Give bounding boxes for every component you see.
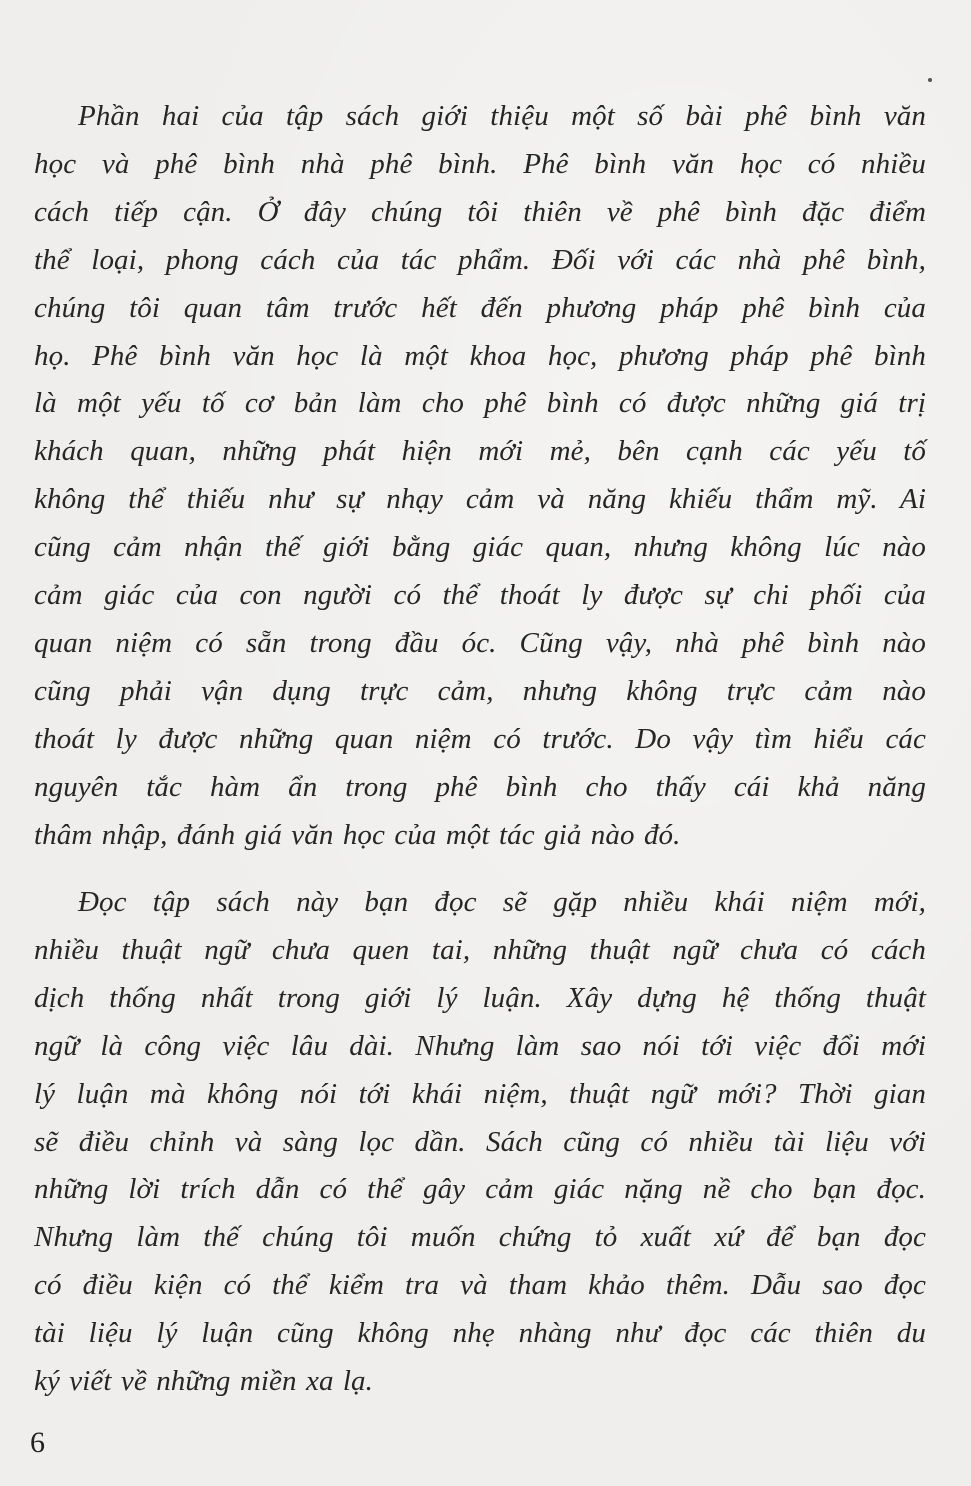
text-line: khách quan, những phát hiện mới mẻ, bên cạnh các yếu tố [34, 435, 926, 468]
text-line: tài liệu lý luận cũng không nhẹ nhàng như đọc các thiên du [34, 1317, 926, 1350]
text-line: dịch thống nhất trong giới lý luận. Xây dựng hệ thống thuật [34, 981, 926, 1014]
text-line: nguyên tắc hàm ẩn trong phê bình cho thấy cái khả năng [34, 770, 926, 803]
text-line: quan niệm có sẵn trong đầu óc. Cũng vậy, nhà phê bình nào [34, 626, 926, 659]
text-line: không thể thiếu như sự nhạy cảm và năng khiếu thẩm mỹ. Ai [34, 483, 926, 516]
paragraph-2 [34, 879, 926, 1406]
print-speck [928, 78, 932, 82]
text-line: là một yếu tố cơ bản làm cho phê bình có được những giá trị [34, 387, 926, 420]
text-line: lý luận mà không nói tới khái niệm, thuật ngữ mới? Thời gian [34, 1077, 926, 1110]
text-line: Đọc tập sách này bạn đọc sẽ gặp nhiều khái niệm mới, [78, 886, 926, 918]
paragraph-1 [34, 93, 926, 860]
text-line: nhiều thuật ngữ chưa quen tai, những thuật ngữ chưa có cách [34, 933, 926, 966]
text-line: học và phê bình nhà phê bình. Phê bình văn học có nhiều [34, 147, 926, 180]
text-line: sẽ điều chỉnh và sàng lọc dần. Sách cũng có nhiều tài liệu với [34, 1125, 926, 1158]
text-line: chúng tôi quan tâm trước hết đến phương pháp phê bình của [34, 291, 926, 324]
text-line: họ. Phê bình văn học là một khoa học, phương pháp phê bình [34, 339, 926, 372]
text-line: ký viết về những miền xa lạ. [34, 1365, 374, 1398]
text-line: cách tiếp cận. Ở đây chúng tôi thiên về phê bình đặc điểm [34, 195, 926, 228]
text-line: cảm giác của con người có thể thoát ly được sự chi phối của [34, 579, 926, 612]
text-line: ngữ là công việc lâu dài. Nhưng làm sao nói tới việc đổi mới [34, 1029, 926, 1062]
text-line: cũng phải vận dụng trực cảm, nhưng không trực cảm nào [34, 674, 926, 707]
text-line: có điều kiện có thể kiểm tra và tham khảo thêm. Dẫu sao đọc [34, 1269, 926, 1302]
text-line: Nhưng làm thế chúng tôi muốn chứng tỏ xuất xứ để bạn đọc [34, 1221, 926, 1254]
text-line: cũng cảm nhận thế giới bằng giác quan, nhưng không lúc nào [34, 531, 926, 564]
text-line: những lời trích dẫn có thể gây cảm giác nặng nề cho bạn đọc. [34, 1173, 926, 1206]
text-line: Phần hai của tập sách giới thiệu một số bài phê bình văn [78, 100, 926, 132]
text-line: thâm nhập, đánh giá văn học của một tác giả nào đó. [34, 818, 681, 851]
text-line: thể loại, phong cách của tác phẩm. Đối với các nhà phê bình, [34, 243, 926, 276]
text-line: thoát ly được những quan niệm có trước. Do vậy tìm hiểu các [34, 722, 926, 755]
page-number: 6 [30, 1426, 45, 1459]
